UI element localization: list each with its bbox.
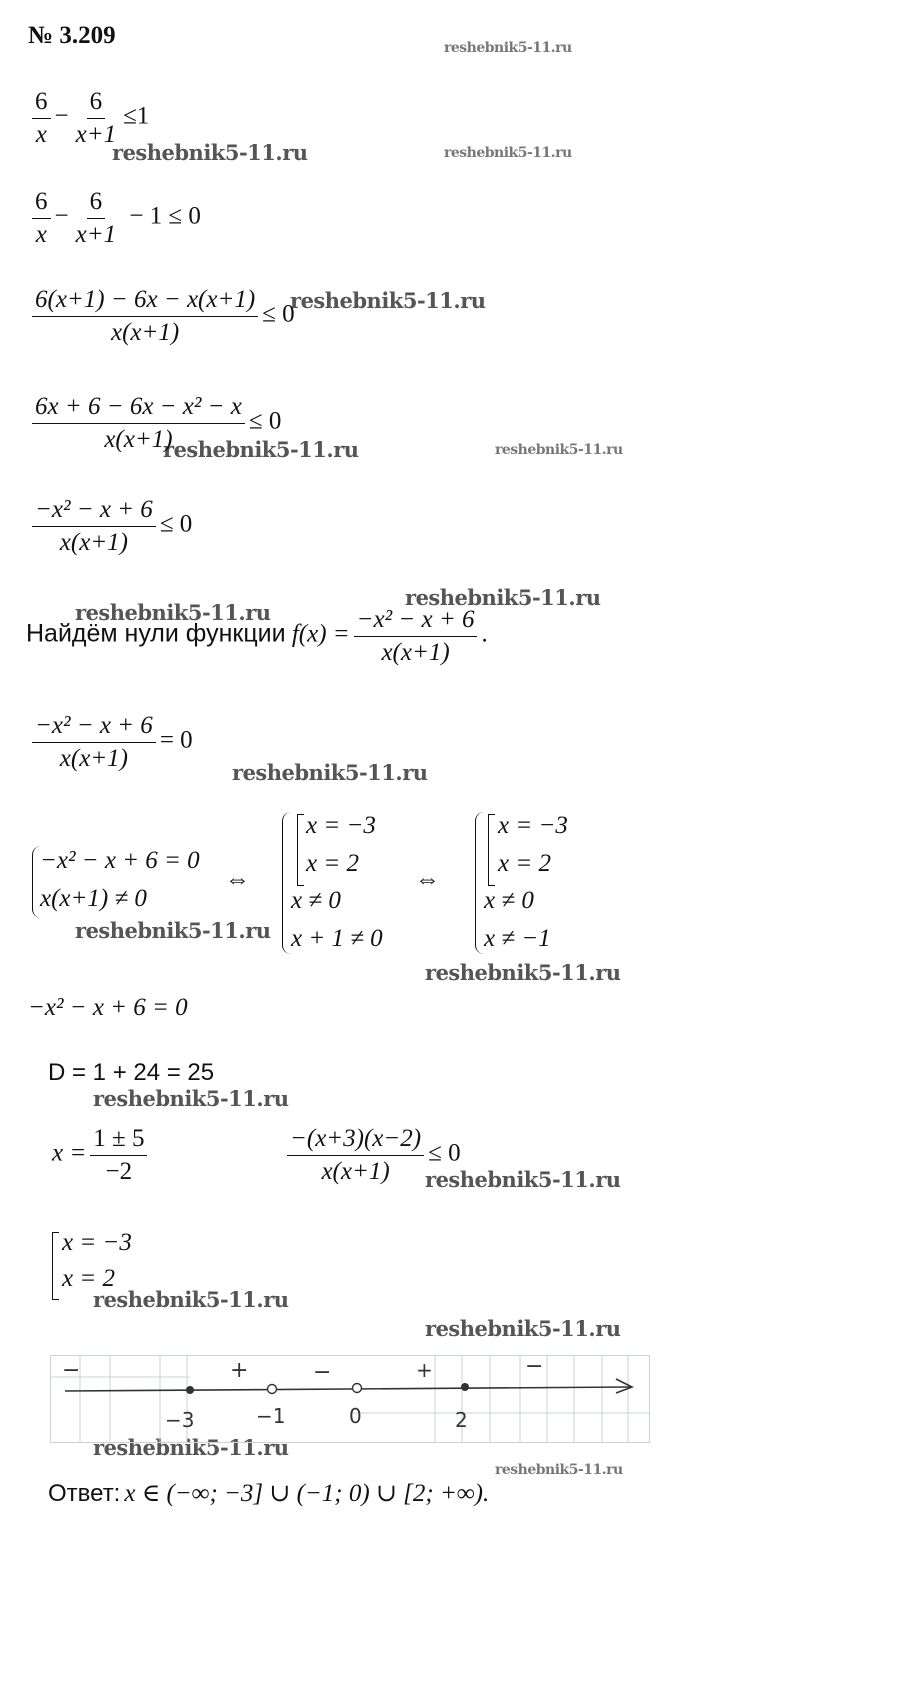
point-label: 0 [349,1404,362,1428]
equiv-symbol: ⇔ [225,866,250,893]
answer-label: Ответ: [48,1480,121,1507]
sign-5: − [525,1354,544,1379]
quadratic-equation: −x² − x + 6 = 0 [28,994,188,1021]
step-1: $\frac{6}{x}$ − $\frac{6}{x+1}$ ≤1 [28,88,149,148]
number-line-sketch [50,1355,650,1443]
watermark: reshebnik5-11.ru [495,442,623,458]
problem-number: № 3.209 [28,22,116,49]
step-3: $\frac{6(x+1) - 6x - x(x+1)}{x(x+1)}$ ≤ 0 [28,286,295,346]
watermark: reshebnik5-11.ru [112,140,308,165]
system-mid-root1: x = −3 [306,812,376,839]
point-label: −1 [256,1404,286,1428]
system-left-eq: −x² − x + 6 = 0 [40,847,200,874]
system-mid-cond2: x + 1 ≠ 0 [291,925,383,952]
watermark: reshebnik5-11.ru [444,145,572,161]
watermark: reshebnik5-11.ru [75,600,271,625]
sign-4: + [416,1358,433,1382]
watermark: reshebnik5-11.ru [425,960,621,985]
system-mid-root2: x = 2 [306,850,359,877]
watermark: reshebnik5-11.ru [163,437,359,462]
watermark: reshebnik5-11.ru [405,585,601,610]
point-label: −3 [165,1408,195,1432]
step-4: $\frac{\text{6x + 6 − 6x − x² − x}}{x(x+1)}$ ≤ 0 [28,393,281,453]
system-right-cond2: x ≠ −1 [484,925,551,952]
watermark: reshebnik5-11.ru [290,288,486,313]
watermark: reshebnik5-11.ru [93,1086,289,1111]
system-mid-cond1: x ≠ 0 [291,887,341,914]
watermark: reshebnik5-11.ru [232,760,428,785]
root-2: x = 2 [62,1265,115,1292]
system-right-root1: x = −3 [498,812,568,839]
answer [48,1478,489,1508]
watermark: reshebnik5-11.ru [495,1462,623,1478]
watermark: reshebnik5-11.ru [93,1287,289,1312]
root-1: x = −3 [62,1229,132,1256]
discriminant: D = 1 + 24 = 25 [48,1059,215,1086]
roots-formula: x = $\frac{1 \pm 5}{-2}$ [52,1125,151,1185]
equiv-symbol: ⇔ [415,866,440,893]
watermark: reshebnik5-11.ru [425,1316,621,1341]
watermark: reshebnik5-11.ru [444,40,572,56]
sign-3: − [313,1360,332,1385]
sign-1: − [62,1358,81,1383]
step-2: $\frac{6}{x}$ − $\frac{6}{x+1}$ − 1 ≤ 0 [28,188,201,248]
watermark: reshebnik5-11.ru [75,918,271,943]
sign-2: + [230,1358,249,1383]
step-5: $\frac{\text{−x² − x + 6}}{x(x+1)}$ ≤ 0 [28,496,192,556]
point-label: 2 [455,1408,468,1432]
answer-value: x ∈ (−∞; −3] ∪ (−1; 0) ∪ [2; +∞). [124,1480,490,1507]
system-right-cond1: x ≠ 0 [484,887,534,914]
system-left-neq: x(x+1) ≠ 0 [40,885,147,912]
zeros-line: Найдём нули функции f(x) = $\frac{\text{−x² − x + 6}}{x(x+1)}$ . [26,606,488,666]
watermark: reshebnik5-11.ru [93,1435,289,1460]
factored-inequality: $\frac{-(x+3)(x-2)}{x(x+1)}$ ≤ 0 [283,1125,461,1185]
step-6: $\frac{\text{−x² − x + 6}}{x(x+1)}$ = 0 [28,712,193,772]
watermark: reshebnik5-11.ru [425,1167,621,1192]
system-right-root2: x = 2 [498,850,551,877]
